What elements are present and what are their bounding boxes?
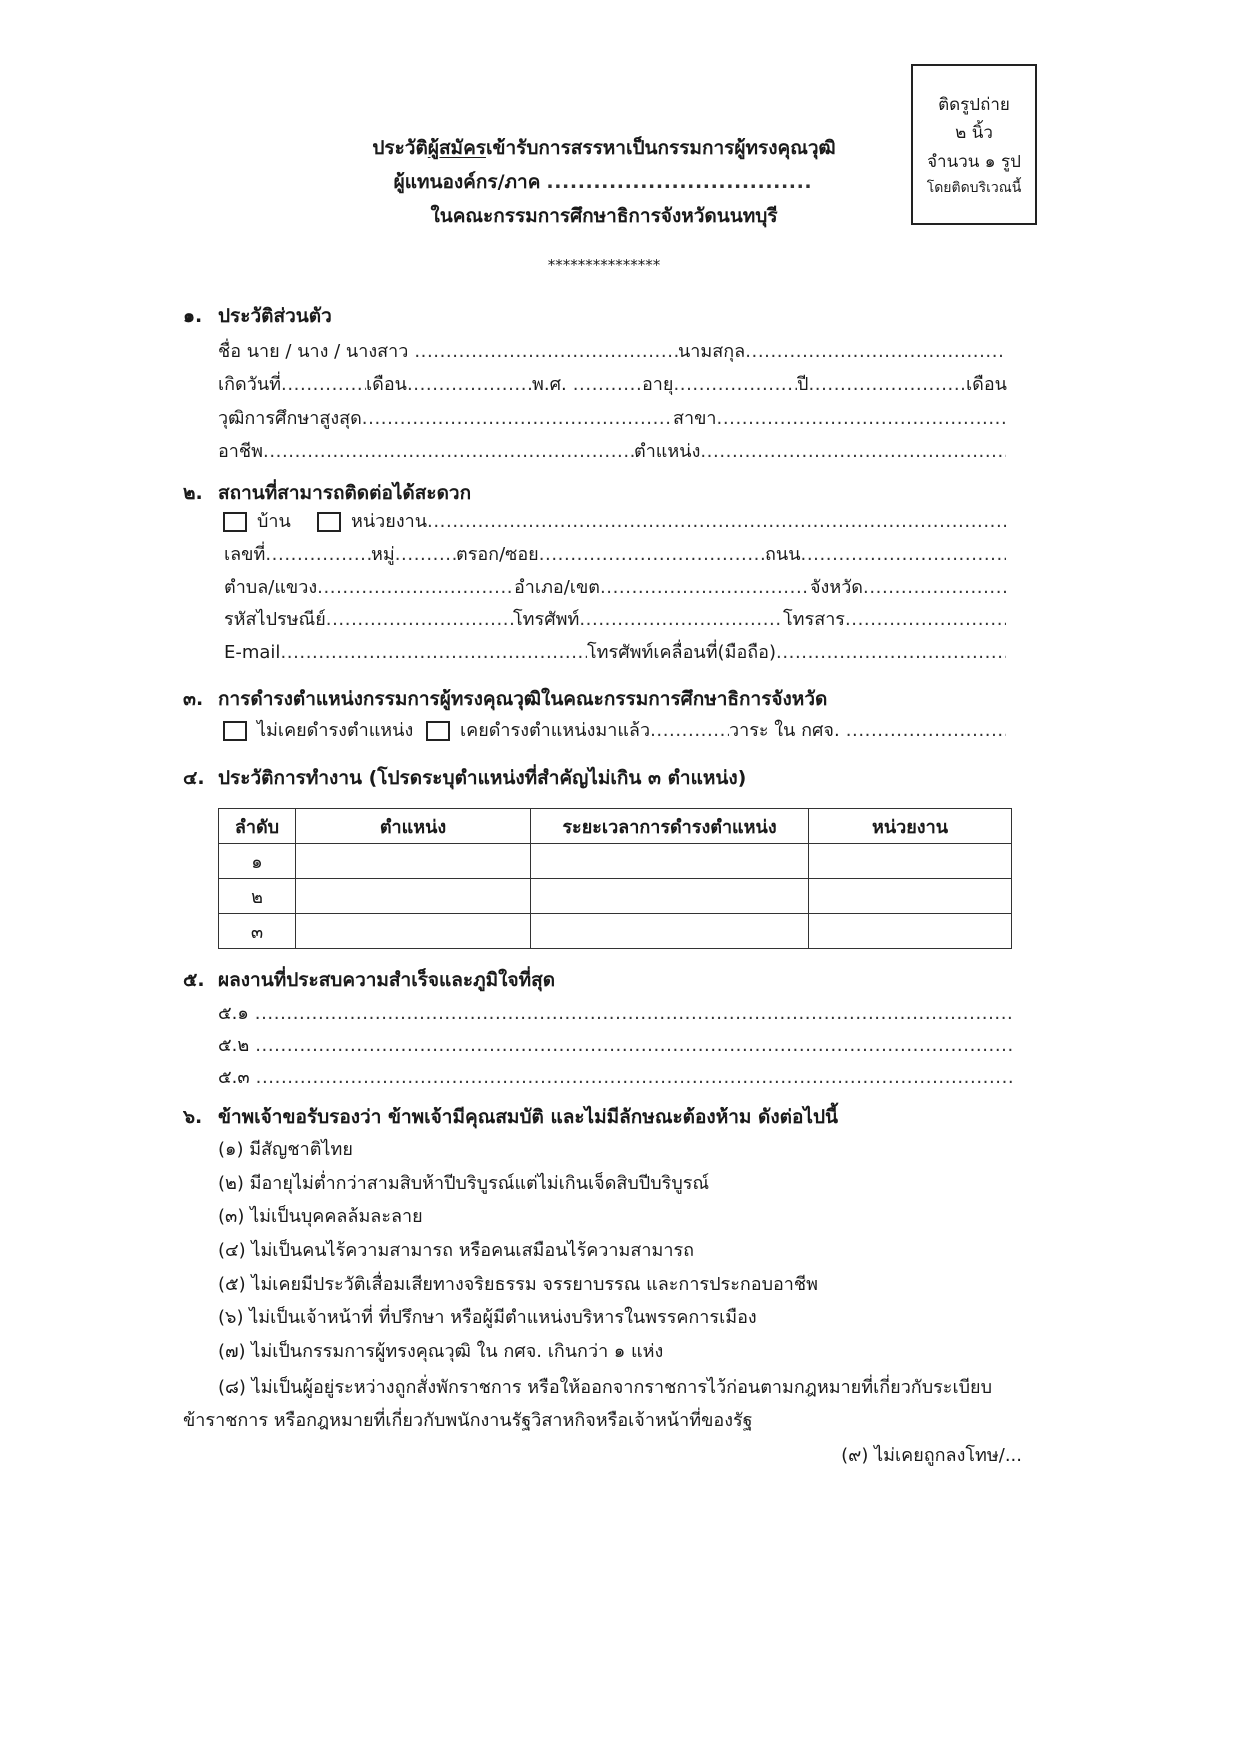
form-title-line-1	[300, 132, 908, 164]
section-title: ประวัติส่วนตัว	[218, 305, 332, 327]
office-option	[317, 507, 1006, 537]
qualification-item: (๔) ไม่เป็นคนไร้ความสามารถ หรือคนเสมือนไร้ความสามารถ	[218, 1240, 695, 1261]
committee-name-field[interactable]	[846, 716, 1006, 746]
contact-type-row	[223, 507, 1006, 537]
district-label: อำเภอ/เขต	[514, 577, 600, 598]
qualification-item-8-line-1: (๘) ไม่เป็นผู้อยู่ระหว่างถูกสั่งพักราชการ หรือให้ออกจากราชการไว้ก่อนตามกฎหมายที่เกี่ยวกับระเบียบ	[218, 1377, 993, 1398]
age-months-label: เดือน	[966, 374, 1007, 395]
home-option[interactable]	[223, 507, 317, 537]
qualification-item-8-line-2: ข้าราชการ หรือกฎหมายที่เกี่ยวกับพนักงานรัฐวิสาหกิจหรือเจ้าหน้าที่ของรัฐ	[183, 1410, 753, 1431]
occupation-field[interactable]	[263, 437, 634, 467]
previously-held-label: เคยดำรงตำแหน่งมาแล้ว	[460, 720, 651, 741]
age-label: อายุ	[642, 374, 674, 395]
moo-field[interactable]	[395, 540, 456, 570]
surname-field[interactable]	[745, 337, 1006, 367]
section-title: ผลงานที่ประสบความสำเร็จและภูมิใจที่สุด	[218, 969, 556, 991]
achievement-segment	[218, 1063, 1012, 1093]
column-header-tenure: ระยะเวลาการดำรงตำแหน่ง	[531, 809, 809, 844]
title-separator: ***************	[547, 256, 661, 274]
age-segment	[642, 370, 797, 400]
house-no-segment	[224, 540, 371, 570]
birth-year-field[interactable]	[573, 370, 642, 400]
achievement-row-3	[218, 1063, 1012, 1093]
mobile-label: โทรศัพท์เคลื่อนที่(มือถือ)	[587, 642, 776, 663]
birth-day-segment	[218, 370, 366, 400]
road-segment	[765, 540, 1006, 570]
achievement-field[interactable]	[255, 999, 1012, 1029]
province-label: จังหวัด	[810, 577, 863, 598]
house-no-field[interactable]	[265, 540, 371, 570]
section-number: ๕.	[183, 969, 205, 991]
major-field[interactable]	[717, 404, 1006, 434]
moo-segment	[371, 540, 456, 570]
committee-history-row	[223, 716, 1006, 746]
qualification-item: (๗) ไม่เป็นกรรมการผู้ทรงคุณวุฒิ ใน กศจ. เกินกว่า ๑ แห่ง	[218, 1341, 664, 1362]
birth-day-label: เกิดวันที่	[218, 374, 282, 395]
postcode-segment	[224, 605, 513, 635]
photo-instruction-line-3: จำนวน ๑ รูป	[927, 152, 1021, 172]
section-title: ประวัติการทำงาน (โปรดระบุตำแหน่งที่สำคัญไม่เกิน ๓ ตำแหน่ง)	[218, 767, 747, 789]
birth-year-label: พ.ศ.	[532, 374, 567, 395]
photo-placeholder-box	[911, 64, 1037, 225]
email-label: E-mail	[224, 642, 281, 663]
table-header-row	[219, 809, 1012, 844]
table-row	[219, 844, 1012, 879]
age-months-segment	[966, 370, 1018, 400]
district-field[interactable]	[600, 573, 810, 603]
table-row	[219, 879, 1012, 914]
qualification-item: (๓) ไม่เป็นบุคคลล้มละลาย	[218, 1206, 423, 1227]
organization-cell[interactable]	[809, 914, 1012, 949]
achievement-number: ๕.๒	[218, 1035, 250, 1056]
previously-held-option	[426, 716, 729, 746]
office-checkbox[interactable]	[317, 512, 341, 532]
alley-segment	[456, 540, 765, 570]
photo-instruction-line-4: โดยติดบริเวณนี้	[926, 180, 1022, 196]
position-cell[interactable]	[296, 914, 531, 949]
tenure-cell[interactable]	[531, 844, 809, 879]
fax-segment	[783, 605, 1006, 635]
occupation-row	[218, 437, 1006, 467]
district-segment	[514, 573, 810, 603]
address-row-3	[224, 605, 1006, 635]
section-2-heading	[183, 477, 1023, 509]
section-4-heading	[183, 762, 1023, 794]
address-row-2	[224, 573, 1006, 603]
age-years-field[interactable]	[673, 370, 797, 400]
birth-month-label: เดือน	[366, 374, 407, 395]
alley-label: ตรอก/ซอย	[456, 544, 539, 565]
birth-day-field[interactable]	[281, 370, 366, 400]
achievement-row-2	[218, 1031, 1012, 1061]
age-months-field[interactable]	[808, 370, 966, 400]
tenure-cell[interactable]	[531, 879, 809, 914]
section-number: ๑.	[183, 305, 203, 327]
position-field[interactable]	[700, 437, 1006, 467]
province-field[interactable]	[863, 573, 1006, 603]
major-label: สาขา	[673, 408, 717, 429]
office-option-label: หน่วยงาน	[351, 511, 428, 532]
surname-segment	[678, 337, 1006, 367]
name-row	[218, 337, 1006, 367]
address-row-4	[224, 638, 1006, 668]
email-segment	[224, 638, 587, 668]
subdistrict-label: ตำบล/แขวง	[224, 577, 318, 598]
section-title: สถานที่สามารถติดต่อได้สะดวก	[218, 482, 472, 504]
achievement-field[interactable]	[255, 1031, 1012, 1061]
postcode-label: รหัสไปรษณีย์	[224, 609, 326, 630]
section-5-heading	[183, 964, 1023, 996]
education-label: วุฒิการศึกษาสูงสุด	[218, 408, 362, 429]
office-name-field[interactable]	[427, 507, 1006, 537]
position-label: ตำแหน่ง	[634, 441, 701, 462]
terms-label: วาระ ใน กศจ.	[729, 720, 840, 741]
age-years-segment	[797, 370, 966, 400]
name-field[interactable]	[414, 337, 678, 367]
achievement-segment	[218, 1031, 1012, 1061]
fax-label: โทรสาร	[783, 609, 845, 630]
birth-month-segment	[366, 370, 532, 400]
mobile-segment	[587, 638, 1006, 668]
photo-instruction-line-1: ติดรูปถ่าย	[938, 95, 1010, 115]
organization-cell[interactable]	[809, 879, 1012, 914]
column-header-order: ลำดับ	[219, 809, 296, 844]
qualification-item: (๒) มีอายุไม่ต่ำกว่าสามสิบห้าปีบริบูรณ์แต่ไม่เกินเจ็ดสิบปีบริบูรณ์	[218, 1173, 710, 1194]
surname-label: นามสกุล	[678, 341, 746, 362]
road-field[interactable]	[801, 540, 1006, 570]
column-header-position: ตำแหน่ง	[296, 809, 531, 844]
tenure-cell[interactable]	[531, 914, 809, 949]
phone-segment	[513, 605, 783, 635]
table-row	[219, 914, 1012, 949]
section-title: การดำรงตำแหน่งกรรมการผู้ทรงคุณวุฒิในคณะกรรมการศึกษาธิการจังหวัด	[218, 688, 828, 710]
birth-month-field[interactable]	[407, 370, 532, 400]
phone-field[interactable]	[579, 605, 783, 635]
achievement-row-1	[218, 999, 1012, 1029]
birth-year-segment	[532, 370, 642, 400]
position-cell[interactable]	[296, 879, 531, 914]
row-order-cell: ๒	[219, 879, 296, 914]
major-segment	[673, 404, 1006, 434]
qualification-item: (๖) ไม่เป็นเจ้าหน้าที่ ที่ปรึกษา หรือผู้มีตำแหน่งบริหารในพรรคการเมือง	[218, 1307, 757, 1328]
qualification-item: (๑) มีสัญชาติไทย	[218, 1139, 353, 1160]
title-prefix: ประวัติ	[372, 137, 428, 159]
name-segment	[218, 337, 678, 367]
subdistrict-segment	[224, 573, 514, 603]
province-segment	[810, 573, 1006, 603]
home-checkbox[interactable]	[223, 512, 247, 532]
birth-age-row	[218, 370, 1018, 400]
section-number: ๒.	[183, 482, 203, 504]
qualification-item: (๕) ไม่เคยมีประวัติเสื่อมเสียทางจริยธรรม จรรยาบรรณ และการประกอบอาชีพ	[218, 1274, 818, 1295]
position-cell[interactable]	[296, 844, 531, 879]
moo-label: หมู่	[371, 544, 395, 565]
achievement-number: ๕.๑	[218, 1003, 249, 1024]
terms-segment	[729, 716, 1006, 746]
age-years-label: ปี	[797, 374, 809, 395]
section-3-heading	[183, 683, 1023, 715]
form-title-line-2	[300, 166, 908, 198]
terms-count-field[interactable]	[650, 716, 729, 746]
title-underlined-word: ผู้สมัคร	[427, 137, 486, 159]
continued-next-page-marker: (๙) ไม่เคยถูกลงโทษ/...	[841, 1445, 1022, 1466]
name-label: ชื่อ นาย / นาง / นางสาว	[218, 341, 409, 362]
organization-cell[interactable]	[809, 844, 1012, 879]
fax-field[interactable]	[845, 605, 1006, 635]
education-field[interactable]	[362, 404, 673, 434]
house-no-label: เลขที่	[224, 544, 266, 565]
achievement-number: ๕.๓	[218, 1067, 250, 1088]
occupation-segment	[218, 437, 634, 467]
alley-field[interactable]	[539, 540, 765, 570]
subdistrict-field[interactable]	[317, 573, 514, 603]
mobile-field[interactable]	[776, 638, 1006, 668]
section-number: ๓.	[183, 688, 204, 710]
home-option-label: บ้าน	[257, 511, 291, 532]
previously-held-checkbox[interactable]	[426, 721, 450, 741]
never-held-label: ไม่เคยดำรงตำแหน่ง	[257, 720, 414, 741]
address-row-1	[224, 540, 1006, 570]
email-field[interactable]	[280, 638, 587, 668]
never-held-option[interactable]	[223, 716, 426, 746]
achievement-segment	[218, 999, 1012, 1029]
section-6-heading	[183, 1101, 1023, 1133]
row-order-cell: ๓	[219, 914, 296, 949]
road-label: ถนน	[765, 544, 801, 565]
postcode-field[interactable]	[326, 605, 513, 635]
representative-org-label: ผู้แทนองค์กร/ภาค	[393, 171, 541, 193]
row-order-cell: ๑	[219, 844, 296, 879]
education-row	[218, 404, 1006, 434]
work-history-table	[218, 808, 1012, 949]
achievement-field[interactable]	[256, 1063, 1012, 1093]
section-title: ข้าพเจ้าขอรับรองว่า ข้าพเจ้ามีคุณสมบัติ และไม่มีลักษณะต้องห้าม ดังต่อไปนี้	[218, 1106, 838, 1128]
section-1-heading	[183, 300, 1023, 332]
title-suffix: เข้ารับการสรรหาเป็นกรรมการผู้ทรงคุณวุฒิ	[485, 137, 836, 159]
position-segment	[634, 437, 1006, 467]
occupation-label: อาชีพ	[218, 441, 263, 462]
form-title-line-3: ในคณะกรรมการศึกษาธิการจังหวัดนนทบุรี	[430, 205, 778, 227]
section-number: ๖.	[183, 1106, 203, 1128]
phone-label: โทรศัพท์	[513, 609, 580, 630]
education-segment	[218, 404, 673, 434]
section-number: ๔.	[183, 767, 205, 789]
photo-instruction-line-2: ๒ นิ้ว	[955, 123, 993, 143]
representative-org-field[interactable]	[546, 166, 814, 198]
column-header-organization: หน่วยงาน	[809, 809, 1012, 844]
never-held-checkbox[interactable]	[223, 721, 247, 741]
